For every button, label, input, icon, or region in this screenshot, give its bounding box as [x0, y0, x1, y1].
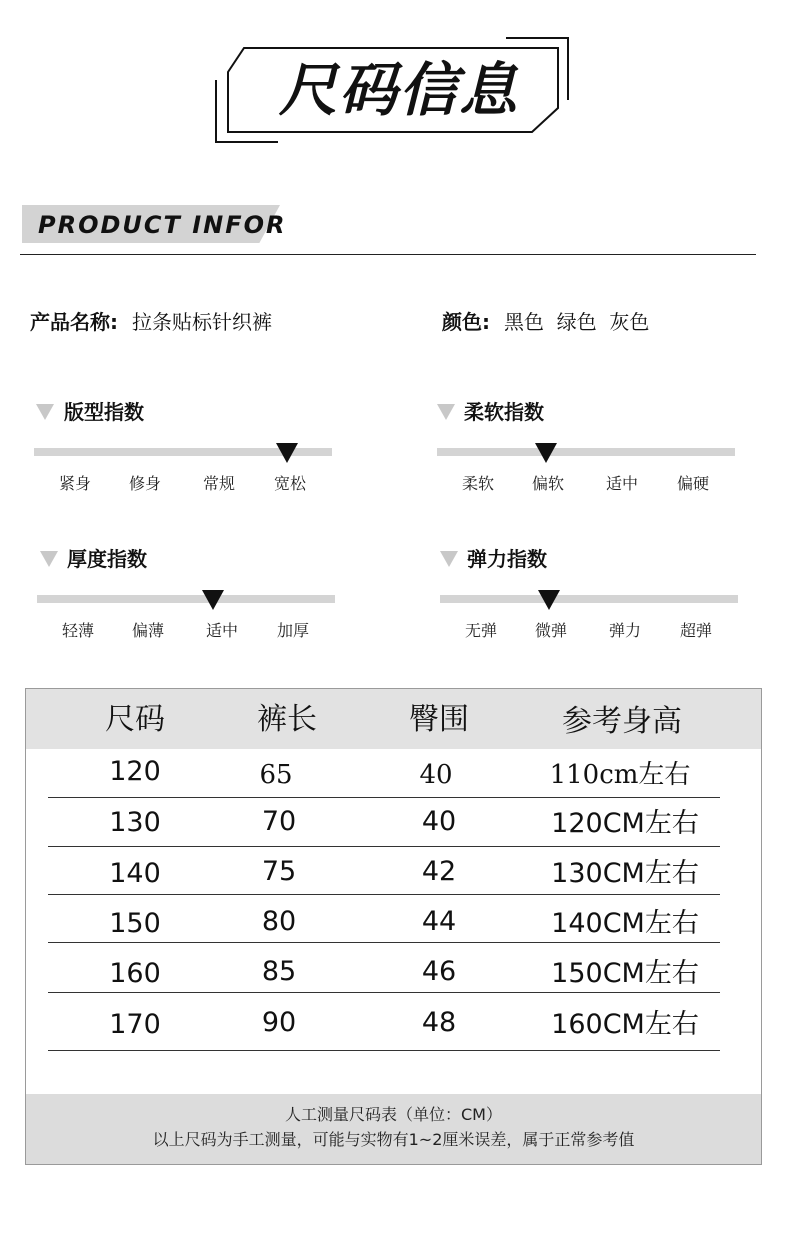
row-divider	[48, 942, 720, 943]
thickness-index-bar	[37, 595, 335, 603]
elasticity-index-title: 弹力指数	[467, 547, 547, 571]
softness-index-bar	[437, 448, 735, 456]
cell-hip: 44	[421, 906, 457, 937]
color-label: 颜色:	[442, 310, 490, 334]
section-banner-text: PRODUCT INFOR	[38, 211, 287, 239]
header-hip: 臀围	[409, 702, 469, 737]
cell-hip: 48	[421, 1007, 457, 1038]
thickness-option: 偏薄	[131, 621, 164, 640]
cell-reference-height: 150CM左右	[551, 958, 699, 989]
header-reference-height: 参考身高	[562, 704, 682, 739]
page-title: 尺码信息	[278, 56, 519, 124]
softness-option: 适中	[605, 474, 638, 493]
cell-pants-length: 75	[261, 856, 297, 887]
product-name-label: 产品名称:	[30, 310, 118, 334]
softness-option: 偏硬	[676, 474, 709, 493]
thickness-option: 轻薄	[61, 621, 94, 640]
cell-reference-height: 130CM左右	[551, 858, 699, 889]
cell-size: 120	[109, 756, 161, 787]
product-name-value: 拉条贴标针织裤	[132, 310, 272, 334]
cell-pants-length: 65	[259, 760, 293, 790]
cell-reference-height: 110cm左右	[549, 760, 691, 790]
softness-index-marker-icon	[437, 404, 455, 424]
product-name	[30, 309, 272, 335]
thickness-index-title: 厚度指数	[67, 547, 147, 571]
row-divider	[48, 992, 720, 993]
measurement-unit-note: 人工测量尺码表（单位：CM）	[285, 1105, 502, 1124]
cell-reference-height: 160CM左右	[551, 1009, 699, 1040]
row-divider	[48, 1050, 720, 1051]
row-divider	[48, 846, 720, 847]
thickness-index-marker-icon	[40, 551, 58, 571]
elasticity-index-bar	[440, 595, 738, 603]
color-value: 黑色 绿色 灰色	[504, 310, 650, 334]
row-divider	[48, 797, 720, 798]
elasticity-option: 无弹	[464, 621, 497, 640]
fit-index-title: 版型指数	[64, 400, 144, 424]
thickness-index-pointer-icon	[202, 590, 224, 610]
softness-index-title: 柔软指数	[464, 400, 544, 424]
elasticity-option: 微弹	[534, 621, 567, 640]
title-badge	[214, 36, 570, 144]
fit-option: 紧身	[58, 474, 91, 493]
elasticity-index-pointer-icon	[538, 590, 560, 610]
softness-option: 偏软	[531, 474, 564, 493]
cell-size: 150	[109, 908, 161, 939]
cell-pants-length: 85	[261, 956, 297, 987]
elasticity-option: 弹力	[608, 621, 641, 640]
fit-option: 宽松	[273, 474, 306, 493]
cell-pants-length: 80	[261, 906, 297, 937]
cell-size: 160	[109, 958, 161, 989]
cell-reference-height: 140CM左右	[551, 908, 699, 939]
elasticity-option: 超弹	[679, 621, 712, 640]
row-divider	[48, 894, 720, 895]
softness-option: 柔软	[461, 474, 494, 493]
cell-hip: 40	[421, 806, 457, 837]
cell-reference-height: 120CM左右	[551, 808, 699, 839]
fit-index-pointer-icon	[276, 443, 298, 463]
header-size: 尺码	[105, 702, 165, 737]
cell-hip: 46	[421, 956, 457, 987]
cell-hip: 40	[419, 760, 453, 790]
header-pants-length: 裤长	[257, 702, 317, 737]
elasticity-index-marker-icon	[440, 551, 458, 571]
cell-pants-length: 70	[261, 806, 297, 837]
softness-index-pointer-icon	[535, 443, 557, 463]
product-color	[442, 309, 649, 335]
fit-index-marker-icon	[36, 404, 54, 424]
cell-hip: 42	[421, 856, 457, 887]
measurement-error-note: 以上尺码为手工测量，可能与实物有1~2厘米误差，属于正常参考值	[152, 1130, 635, 1149]
divider	[20, 254, 756, 255]
cell-size: 170	[109, 1009, 161, 1040]
fit-option: 常规	[202, 474, 235, 493]
cell-size: 130	[109, 807, 161, 838]
thickness-option: 适中	[205, 621, 238, 640]
cell-pants-length: 90	[261, 1007, 297, 1038]
thickness-option: 加厚	[276, 621, 309, 640]
fit-option: 修身	[128, 474, 161, 493]
cell-size: 140	[109, 858, 161, 889]
